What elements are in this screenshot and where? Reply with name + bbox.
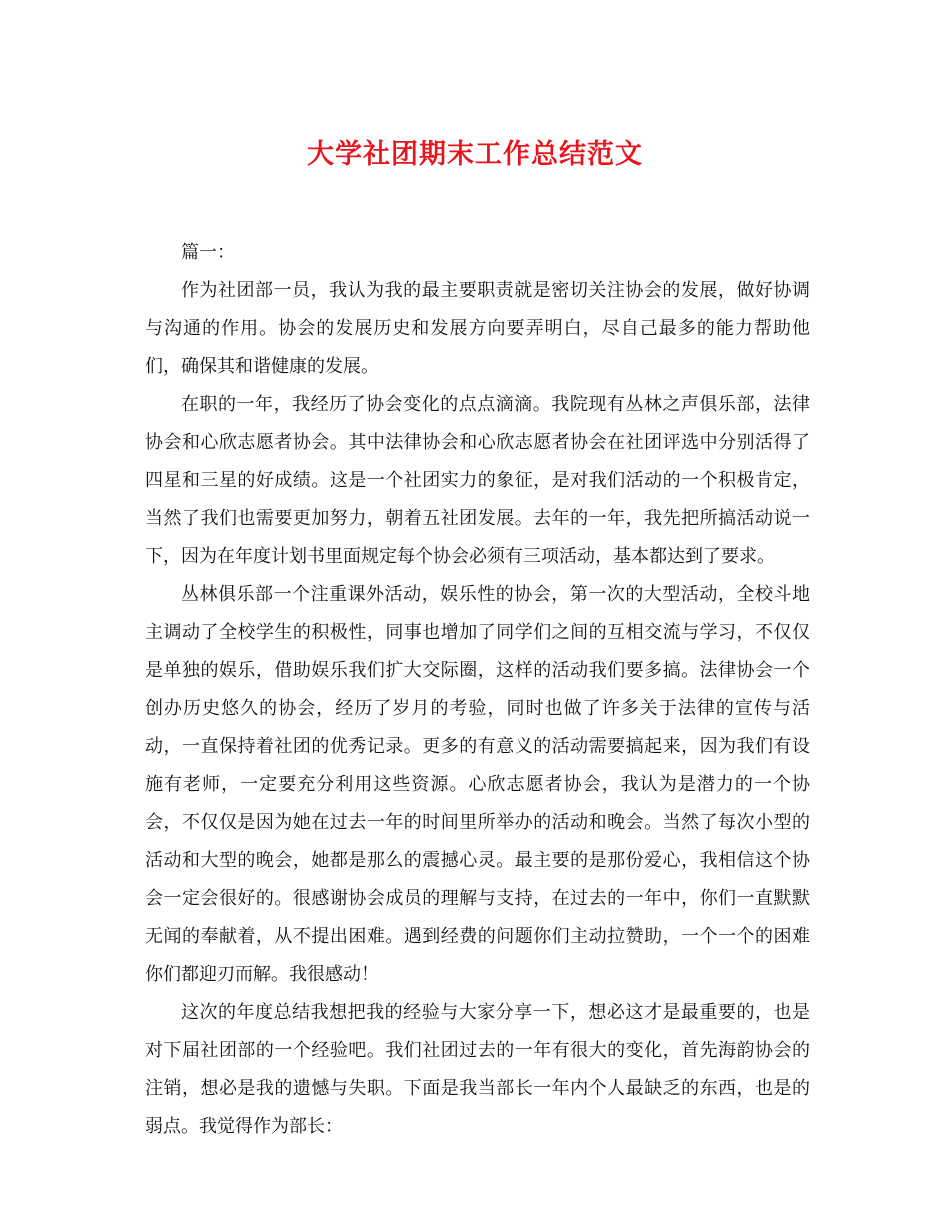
document-body (145, 234, 810, 1146)
paragraph: 丛林俱乐部一个注重课外活动，娱乐性的协会，第一次的大型活动，全校斗地主调动了全校学生的积极性，同事也增加了同学们之间的互相交流与学习，不仅仅是单独的娱乐，借助娱乐我们扩大交际圈，这样的活动我们要多搞。法律协会一个创办历史悠久的协会，经历了岁月的考验，同时也做了许多关于法律的宣传与活动，一直保持着社团的优秀记录。更多的有意义的活动需要搞起来，因为我们有设施有老师，一定要充分利用这些资源。心欣志愿者协会，我认为是潜力的一个协会，不仅仅是因为她在过去一年的时间里所举办的活动和晚会。当然了每次小型的活动和大型的晚会，她都是那么的震撼心灵。最主要的是那份爱心，我相信这个协会一定会很好的。很感谢协会成员的理解与支持，在过去的一年中，你们一直默默无闻的奉献着，从不提出困难。遇到经费的问题你们主动拉赞助，一个一个的困难你们都迎刃而解。我很感动！ (145, 584, 810, 985)
paragraph: 这次的年度总结我想把我的经验与大家分享一下，想必这才是最重要的，也是对下届社团部的一个经验吧。我们社团过去的一年有很大的变化，首先海韵协会的注销，想必是我的遗憾与失职。下面是我当部长一年内个人最缺乏的东西，也是的弱点。我觉得作为部长： (145, 1002, 810, 1137)
paragraph: 作为社团部一员，我认为我的最主要职责就是密切关注协会的发展，做好协调与沟通的作用。协会的发展历史和发展方向要弄明白，尽自己最多的能力帮助他们，确保其和谐健康的发展。 (145, 280, 810, 377)
document-title: 大学社团期末工作总结范文 (307, 139, 643, 170)
paragraph: 在职的一年，我经历了协会变化的点点滴滴。我院现有丛林之声俱乐部，法律协会和心欣志愿者协会。其中法律协会和心欣志愿者协会在社团评选中分别活得了四星和三星的好成绩。这是一个社团实力的象征，是对我们活动的一个积极肯定，当然了我们也需要更加努力，朝着五社团发展。去年的一年，我先把所搞活动说一下，因为在年度计划书里面规定每个协会必须有三项活动，基本都达到了要求。 (145, 394, 810, 567)
paragraph-heading: 篇一： (181, 242, 235, 263)
